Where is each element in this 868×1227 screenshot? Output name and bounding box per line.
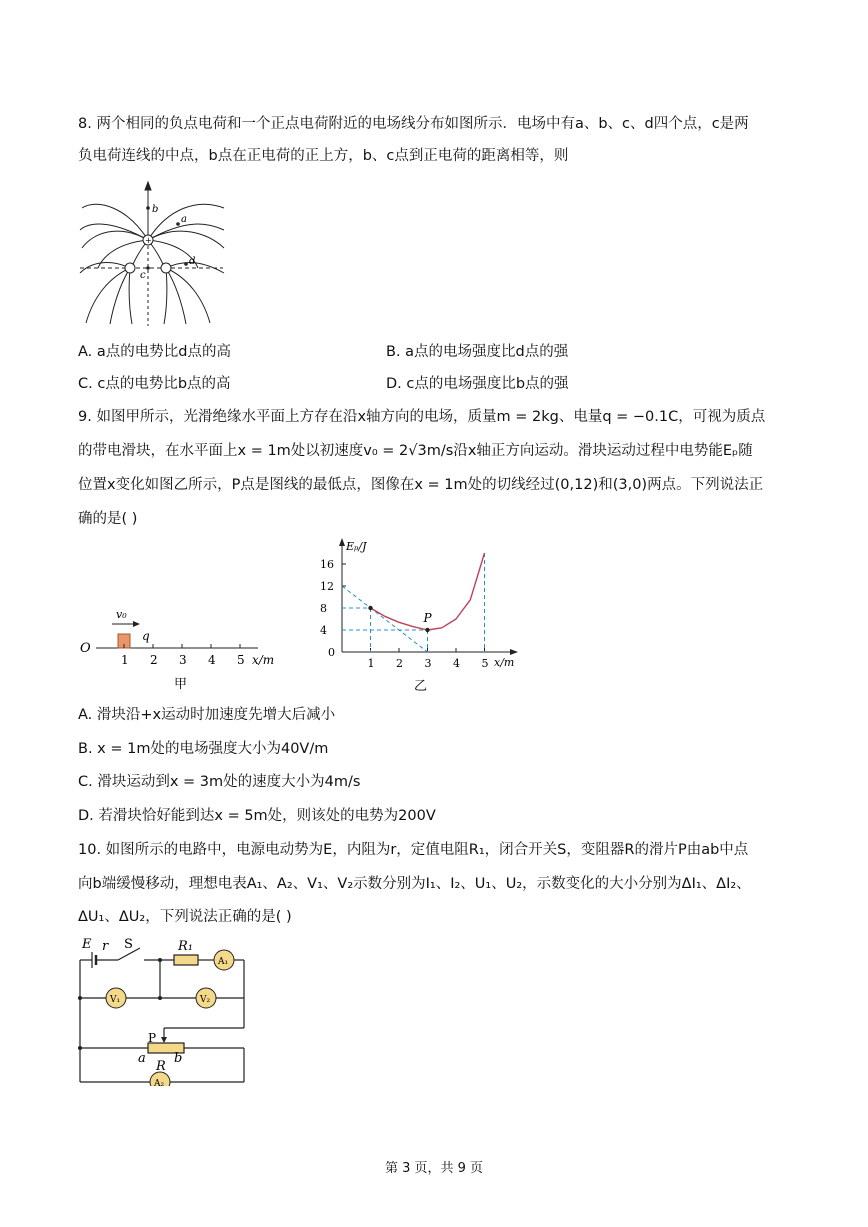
circuit-label-a: a xyxy=(138,1051,146,1066)
yi-point-p xyxy=(425,628,429,632)
jia-axis-label: x/m xyxy=(252,653,275,667)
yi-y-tick-12: 12 xyxy=(320,580,334,593)
q9-stem-line-2: 的带电滑块，在水平面上x = 1m处以初速度v₀ = 2√3m/s沿x轴正方向运动。滑块运动过程中电势能Eₚ随 xyxy=(78,443,753,459)
yi-x-tick-5: 5 xyxy=(481,657,489,670)
q10-circuit-figure xyxy=(78,936,258,1086)
page-footer: 第 3 页，共 9 页 xyxy=(384,1161,484,1176)
jia-tick-5: 5 xyxy=(237,653,245,667)
q9-option-a: A. 滑块沿+x运动时加速度先增大后减小 xyxy=(78,707,336,723)
circuit-label-s: S xyxy=(124,937,133,952)
yi-y-tick-4: 4 xyxy=(320,624,327,637)
jia-tick-3: 3 xyxy=(179,653,187,667)
q10-stem-line-2: 向b端缓慢移动，理想电表A₁、A₂、V₁、V₂示数分别为I₁、I₂、U₁、U₂，示数变化的大小分别为ΔI₁、ΔI₂、 xyxy=(78,876,751,892)
q9-option-d: D. 若滑块恰好能到达x = 5m处，则该处的电势为200V xyxy=(78,808,436,824)
circuit-label-rheostat: R xyxy=(156,1059,166,1074)
q-label: q xyxy=(142,629,150,643)
yi-x-tick-2: 2 xyxy=(396,657,403,670)
q9-stem-line-3: 位置x变化如图乙所示，P点是图线的最低点，图像在x = 1m处的切线经过(0,12)和(3,0)两点。下列说法正 xyxy=(78,477,764,493)
v0-label: v₀ xyxy=(116,608,127,621)
yi-origin: 0 xyxy=(328,646,335,659)
q8-stem-line-1: 8. 两个相同的负点电荷和一个正点电荷附近的电场线分布如图所示．电场中有a、b、c、d四个点，c是两 xyxy=(78,116,749,132)
label-b: b xyxy=(152,204,159,215)
q8-option-a: A. a点的电势比d点的高 xyxy=(78,344,231,360)
svg-text:+: + xyxy=(145,236,152,245)
q8-stem-line-2: 负电荷连线的中点，b点在正电荷的正上方，b、c点到正电荷的距离相等，则 xyxy=(78,148,569,164)
jia-tick-2: 2 xyxy=(150,653,158,667)
label-a: a xyxy=(181,214,187,225)
circuit-label-b: b xyxy=(174,1051,183,1066)
circuit-label-a2: A₂ xyxy=(154,1079,165,1086)
q9-figure-yi xyxy=(318,536,528,696)
circuit-label-p: P xyxy=(148,1031,157,1045)
q8-field-line-figure xyxy=(78,178,228,326)
q10-stem-line-1: 10. 如图所示的电路中，电源电动势为E，内阻为r，定值电阻R₁，闭合开关S，变阻器R的滑片P由ab中点 xyxy=(78,842,749,858)
jia-tick-4: 4 xyxy=(208,653,216,667)
circuit-label-v1: V₁ xyxy=(110,995,121,1005)
q9-figure-jia xyxy=(78,600,288,695)
q10-stem-line-3: ΔU₁、ΔU₂，下列说法正确的是( ) xyxy=(78,909,292,925)
yi-point-x1 xyxy=(368,606,372,610)
yi-x-label: x/m xyxy=(494,656,515,669)
yi-y-label: Eₚ/J xyxy=(346,540,367,553)
circuit-label-e: E xyxy=(82,937,92,952)
q8-option-d: D. c点的电场强度比b点的强 xyxy=(386,376,569,392)
yi-caption: 乙 xyxy=(414,679,428,694)
origin-label: O xyxy=(80,641,91,656)
jia-tick-1: 1 xyxy=(121,653,129,667)
yi-x-tick-1: 1 xyxy=(367,657,375,670)
label-c: c xyxy=(140,270,146,281)
jia-caption: 甲 xyxy=(174,677,188,692)
yi-y-tick-16: 16 xyxy=(320,558,334,571)
circuit-label-r1: R₁ xyxy=(178,939,193,954)
yi-y-tick-8: 8 xyxy=(320,602,327,615)
q9-option-b: B. x = 1m处的电场强度大小为40V/m xyxy=(78,741,329,757)
yi-x-tick-3: 3 xyxy=(424,657,432,670)
q9-option-c: C. 滑块运动到x = 3m处的速度大小为4m/s xyxy=(78,774,361,790)
q8-option-b: B. a点的电场强度比d点的强 xyxy=(386,344,569,360)
yi-x-tick-4: 4 xyxy=(453,657,460,670)
q9-stem-line-1: 9. 如图甲所示，光滑绝缘水平面上方存在沿x轴方向的电场，质量m = 2kg、电量q = −0.1C，可视为质点 xyxy=(78,409,766,425)
circuit-label-r: r xyxy=(102,939,109,954)
label-d: d xyxy=(189,256,196,267)
yi-tangent-line xyxy=(342,586,428,652)
yi-point-p-label: P xyxy=(423,611,432,625)
q9-stem-line-4: 确的是( ) xyxy=(78,511,138,527)
circuit-label-v2: V₂ xyxy=(200,995,211,1005)
q8-option-c: C. c点的电势比b点的高 xyxy=(78,376,231,392)
circuit-label-a1: A₁ xyxy=(218,957,229,967)
